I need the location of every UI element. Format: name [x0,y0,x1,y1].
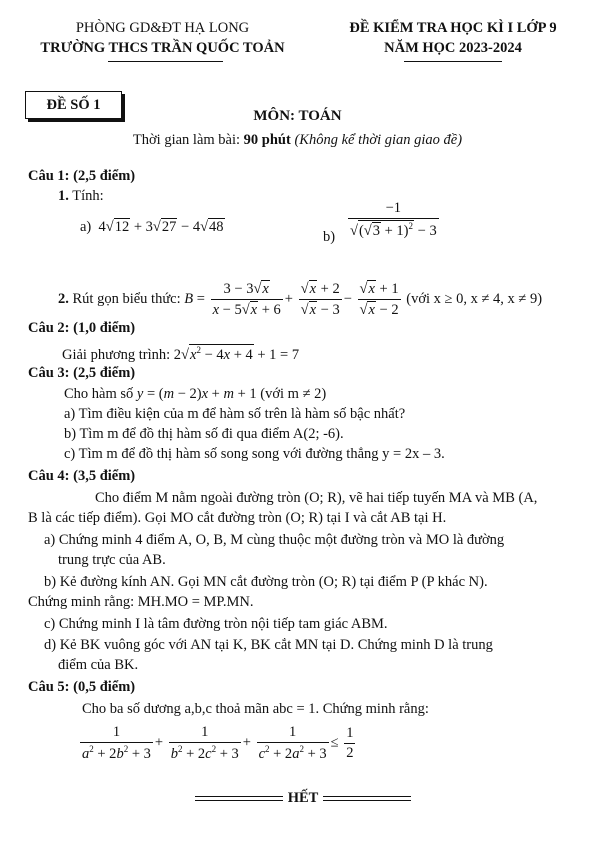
year-underline [404,61,502,62]
subject-title: MÔN: TOÁN [253,108,342,124]
q3-intro-text: Cho hàm số [64,386,137,402]
end-rule-left-2 [195,800,283,801]
q1-part1 [58,188,104,205]
q3-intro [64,386,326,403]
q5-inequality: $\frac{1}{a^2 + 2b^2 + 3}$ + $\frac{1}{b^2 + 2c^2 + 3}$ + $\frac{1}{c^2 + 2a^2 + 3}$ ≤ $\frac{1}{2}$ [82,724,354,762]
q1-part2-condition: (với x ≥ 0, x ≠ 4, x ≠ 9) [406,290,543,307]
q1-b-expr: $\frac{-1}{√(√3 + 1)^2 - 3}$ [349,200,437,239]
q2-expr: $2√x^2 - 4x + 4 + 1 = 7$ [173,345,300,363]
q1-a-label: a) [80,219,92,235]
q1-part2 [58,280,542,319]
end-rule-right-2 [323,800,411,801]
q4-title: Câu 4: (3,5 điểm) [28,468,136,484]
department-name: PHÒNG GD&ĐT HẠ LONG [75,20,250,36]
q1-part2-text: Rút gọn biểu thức: [68,290,185,307]
exam-code-box: ĐỀ SỐ 1 [25,91,122,119]
q2-text [62,344,299,364]
q4-b-line2: Chứng minh rằng: MH.MO = MP.MN. [28,594,254,610]
q4-a-line1: a) Chứng minh 4 điểm A, O, B, M cùng thuộc một đường tròn và MO là đường [44,532,505,548]
q4-a-line2: trung trực của AB. [58,552,166,568]
q3-title: Câu 3: (2,5 điểm) [28,365,136,381]
q4-d-line1: d) Kẻ BK vuông góc với AN tại K, BK cắt MN tại D. Chứng minh D là trung [44,637,493,653]
q5-intro: Cho ba số dương a,b,c thoả mãn abc = 1. Chứng minh rằng: [82,701,429,717]
time-value: 90 phút [243,132,291,148]
school-underline [108,61,223,62]
q3-condition: (với m ≠ 2) [256,386,327,402]
q5-title: Câu 5: (0,5 điểm) [28,679,136,695]
q1-a [80,218,225,236]
end-rule-right-1 [323,796,411,797]
q4-line2: B là các tiếp điểm). Gọi MO cắt đường tròn (O; R) tại I và cắt AB tại H. [28,510,447,526]
q4-b-line1: b) Kẻ đường kính AN. Gọi MN cắt đường tròn (O; R) tại điểm P (P khác N). [44,574,488,590]
time-note: (Không kể thời gian giao đề) [294,132,463,148]
q2-title: Câu 2: (1,0 điểm) [28,320,136,336]
q1-part1-num: 1. [58,188,69,204]
q1-part2-num: 2. [58,290,69,307]
q4-c: c) Chứng minh I là tâm đường tròn nội tiếp tam giác ABM. [44,616,388,632]
q1-b-label: b) [323,229,336,246]
q3-function: y = (m − 2)x + m + 1 [136,386,257,402]
q3-b: b) Tìm m để đồ thị hàm số đi qua điểm A(2; -6). [64,426,344,442]
q1-part2-expr: B = $\frac{3 - 3√x}{x - 5√x + 6}$ + $\frac{√x + 2}{√x - 3}$ − $\frac{√x + 1}{√x - 2}$ [184,281,399,318]
q1-title: Câu 1: (2,5 điểm) [28,168,136,184]
time-prefix: Thời gian làm bài: [132,132,244,148]
q3-a: a) Tìm điều kiện của m để hàm số trên là hàm số bậc nhất? [64,406,406,422]
q1-a-expr: 4√12 + 3√27 − 4√48 [98,219,224,235]
end-rule-left-1 [195,796,283,797]
q4-d-line2: điểm của BK. [58,657,139,673]
time-line [0,132,595,149]
school-year: NĂM HỌC 2023-2024 [384,40,522,56]
q2-text-prefix: Giải phương trình: [62,346,174,363]
exam-title: ĐỀ KIỂM TRA HỌC KÌ I LỚP 9 [349,20,557,36]
end-text: HẾT [287,790,319,806]
q1-b [323,200,441,246]
q3-c: c) Tìm m để đồ thị hàm số song song với đường thẳng y = 2x – 3. [64,446,445,462]
q1-part1-text: Tính: [68,188,104,204]
school-name: TRƯỜNG THCS TRẦN QUỐC TOẢN [40,40,285,56]
q4-line1: Cho điểm M nằm ngoài đường tròn (O; R), vẽ hai tiếp tuyến MA và MB (A, [95,490,538,506]
